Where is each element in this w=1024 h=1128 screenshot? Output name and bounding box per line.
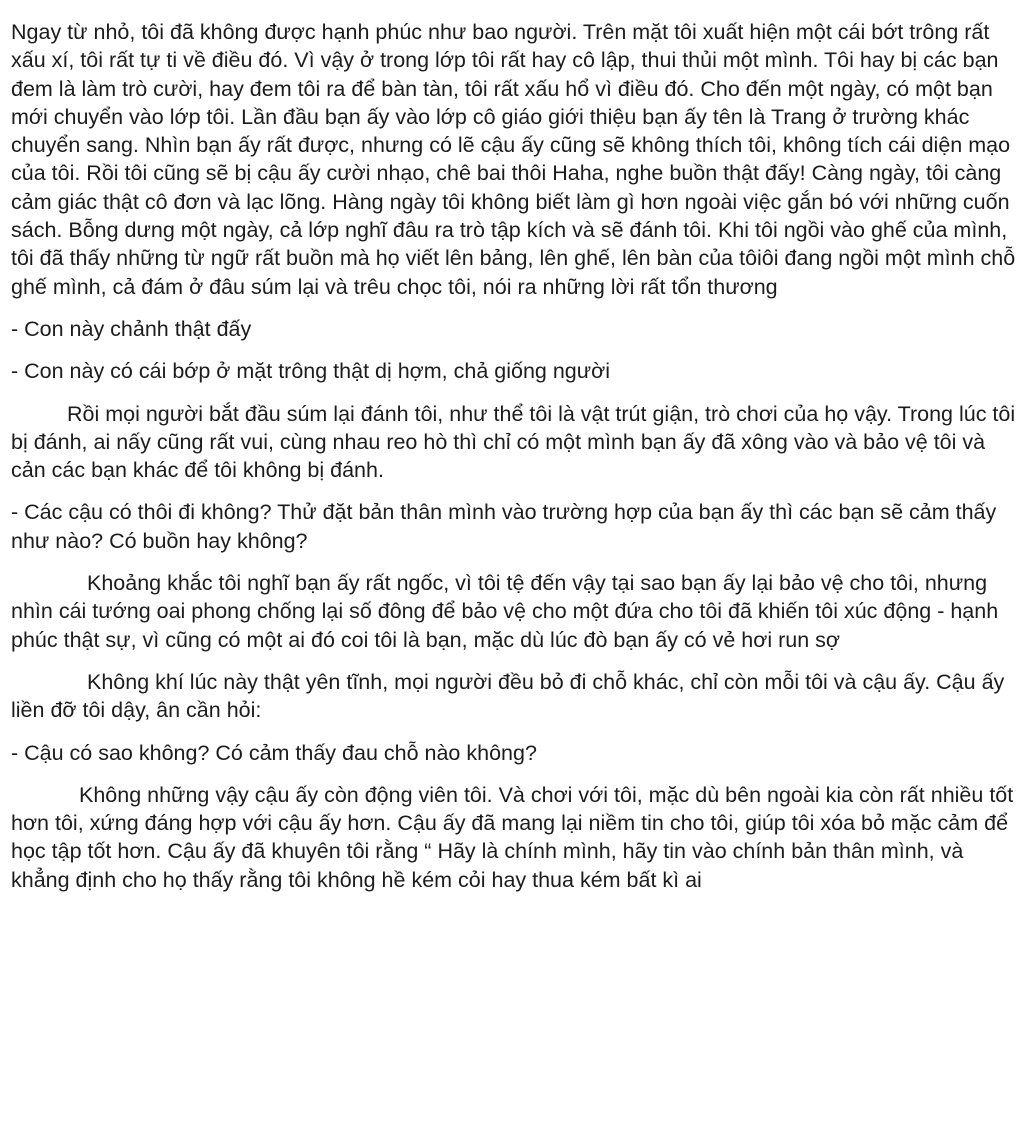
dialogue-line: - Các cậu có thôi đi không? Thử đặt bản thân mình vào trường hợp của bạn ấy thì các bạn sẽ cảm thấy như nào? Có buồn hay không? — [11, 500, 997, 553]
dialogue-line: - Con này có cái bớp ở mặt trông thật dị hợm, chả giống người — [11, 359, 611, 384]
paragraph-encouragement: Không những vậy cậu ấy còn động viên tôi. Và chơi với tôi, mặc dù bên ngoài kia còn rất nhiều tốt hơn tôi, xứng đáng hợp với cậu ấy hơn. Cậu ấy đã mang lại niềm tin cho tôi, giúp tôi xóa bỏ mặc cảm để học tập tốt hơn. Cậu ấy đã khuyên tôi rằng “ Hãy là chính mình, hãy tin vào chính bản thân mình, và khẳng định cho họ thấy rằng tôi không hề kém cỏi hay thua kém bất kì ai — [11, 782, 1014, 892]
paragraph-moment: Khoảng khắc tôi nghĩ bạn ấy rất ngốc, vì tôi tệ đến vậy tại sao bạn ấy lại bảo vệ cho tôi, nhưng nhìn cái tướng oai phong chống lại số đông để bảo vệ cho một đứa cho tôi đã khiến tôi xúc động - hạnh phúc thật sự, vì cũng có một ai đó coi tôi là bạn, mặc dù lúc đò bạn ấy có vẻ hơi run sợ — [11, 571, 999, 652]
paragraph-beating: Rồi mọi người bắt đầu súm lại đánh tôi, như thể tôi là vật trút giận, trò chơi của họ vậy. Trong lúc tôi bị đánh, ai nấy cũng rất vui, cùng nhau reo hò thì chỉ có một mình bạn ấy đã xông vào và bảo vệ tôi và cản các bạn khác để tôi không bị đánh. — [11, 401, 1016, 483]
dialogue-line: - Cậu có sao không? Có cảm thấy đau chỗ nào không? — [11, 740, 537, 765]
dialogue-line: - Con này chảnh thật đấy — [11, 316, 252, 341]
paragraph-quiet: Không khí lúc này thật yên tĩnh, mọi người đều bỏ đi chỗ khác, chỉ còn mỗi tôi và cậu ấy. Cậu ấy liền đỡ tôi dậy, ân cần hỏi: — [11, 669, 1005, 723]
paragraph-intro: Ngay từ nhỏ, tôi đã không được hạnh phúc như bao người. Trên mặt tôi xuất hiện một cái bớt trông rất xấu xí, tôi rất tự ti về điều đó. Vì vậy ở trong lớp tôi rất hay cô lập, thui thủi một mình. Tôi hay bị các bạn đem là làm trò cười, hay đem tôi ra để bàn tàn, tôi rất xấu hổ vì điều đó. Cho đến một ngày, có một bạn mới chuyển vào lớp tôi. Lần đầu bạn ấy vào lớp cô giáo giới thiệu bạn ấy tên là Trang ở trường khác chuyển sang. Nhìn bạn ấy rất được, nhưng có lẽ cậu ấy cũng sẽ không thích tôi, không tích cái diện mạo của tôi. Rồi tôi cũng sẽ bị cậu ấy cười nhạo, chê bai thôi Haha, nghe buồn thật đấy! Càng ngày, tôi càng cảm giác thật cô đơn và lạc lõng. Hàng ngày tôi không biết làm gì hơn ngoài việc gắn bó với những cuốn sách. Bỗng dưng một ngày, cả lớp nghĩ đâu ra trò tập kích và sẽ đánh tôi. Khi tôi ngồi vào ghế của mình, tôi đã thấy những từ ngữ rất buồn mà họ viết lên bảng, lên ghế, lên bàn của tôiôi đang ngồi một mình chỗ ghế mình, cả đám ở đâu súm lại và trêu chọc tôi, nói ra những lời rất tổn thương — [11, 20, 1016, 299]
